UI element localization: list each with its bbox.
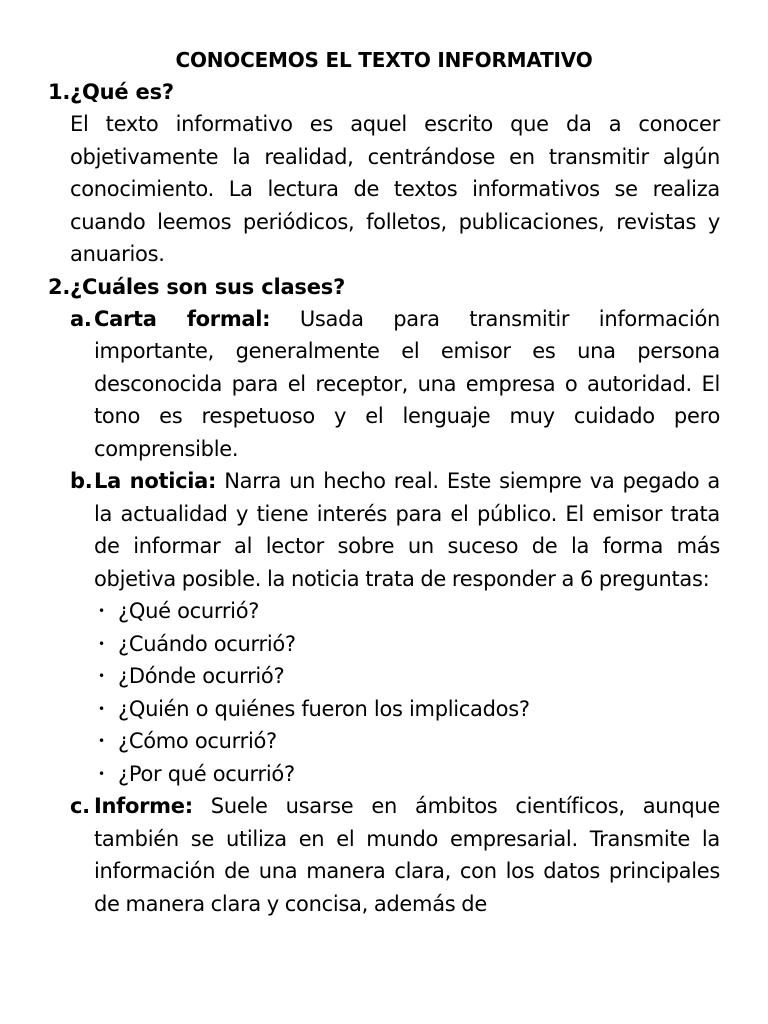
list-item-text: ¿Cuándo ocurrió? (118, 631, 296, 656)
list-item (94, 725, 720, 758)
list-item (94, 693, 720, 726)
item-text: Narra un hecho real. Este siempre va pegado a la actualidad y tiene interés para el público. El emisor trata de informar al lector sobre un suceso de la forma más objetiva posible. la noticia trata de responder a 6 preguntas: (94, 469, 720, 591)
item-text: Usada para transmitir información importante, generalmente el emisor es una persona desconocida para el receptor, una empresa o autoridad. El tono es respetuoso y el lenguaje muy cuidado pero comprensible. (94, 306, 720, 461)
bullet-icon: • (98, 636, 105, 651)
section-heading-text: ¿Qué es? (70, 80, 174, 104)
item-term: La noticia: (94, 469, 217, 493)
list-item-text: ¿Qué ocurrió? (118, 599, 260, 623)
section-heading-que-es (48, 76, 720, 108)
list-item (94, 758, 720, 791)
list-item (94, 595, 720, 628)
item-letter: b. (70, 469, 93, 493)
section-number: 2. (48, 274, 71, 299)
item-term: Informe: (94, 794, 193, 818)
section-number: 1. (48, 80, 71, 104)
class-item-noticia (70, 465, 720, 595)
list-item (94, 660, 720, 693)
section-heading-text: ¿Cuáles son sus clases? (70, 274, 346, 299)
list-item (94, 628, 720, 661)
question-list (48, 595, 720, 790)
list-item-text: ¿Por qué ocurrió? (118, 761, 295, 786)
document-title: CONOCEMOS EL TEXTO INFORMATIVO (175, 48, 593, 72)
item-body (94, 303, 720, 466)
item-letter: c. (70, 794, 90, 818)
list-item-text: ¿Cómo ocurrió? (118, 729, 277, 753)
item-term: Carta formal: (94, 306, 271, 331)
list-item-text: ¿Quién o quiénes fueron los implicados? (118, 696, 530, 721)
list-item-text: ¿Dónde ocurrió? (118, 664, 285, 688)
item-text: Suele usarse en ámbitos científicos, aunque también se utiliza en el mundo empresarial. Transmite la información de una manera clara, con los datos principales de manera clara y concisa, además de (94, 794, 720, 916)
bullet-icon: • (98, 604, 105, 618)
item-body (94, 465, 720, 595)
item-letter: a. (70, 306, 92, 331)
bullet-icon: • (98, 734, 105, 748)
class-item-informe (70, 790, 720, 920)
section-heading-clases (48, 271, 720, 303)
class-item-carta-formal (70, 303, 720, 466)
bullet-icon: • (98, 766, 105, 781)
bullet-icon: • (98, 669, 105, 683)
item-body (94, 790, 720, 920)
bullet-icon: • (98, 701, 105, 716)
section-paragraph: El texto informativo es aquel escrito que da a conocer objetivamente la realidad, centrándose en transmitir algún conocimiento. La lectura de textos informativos se realiza cuando leemos periódicos, folletos, publicaciones, revistas y anuarios. (70, 112, 720, 266)
